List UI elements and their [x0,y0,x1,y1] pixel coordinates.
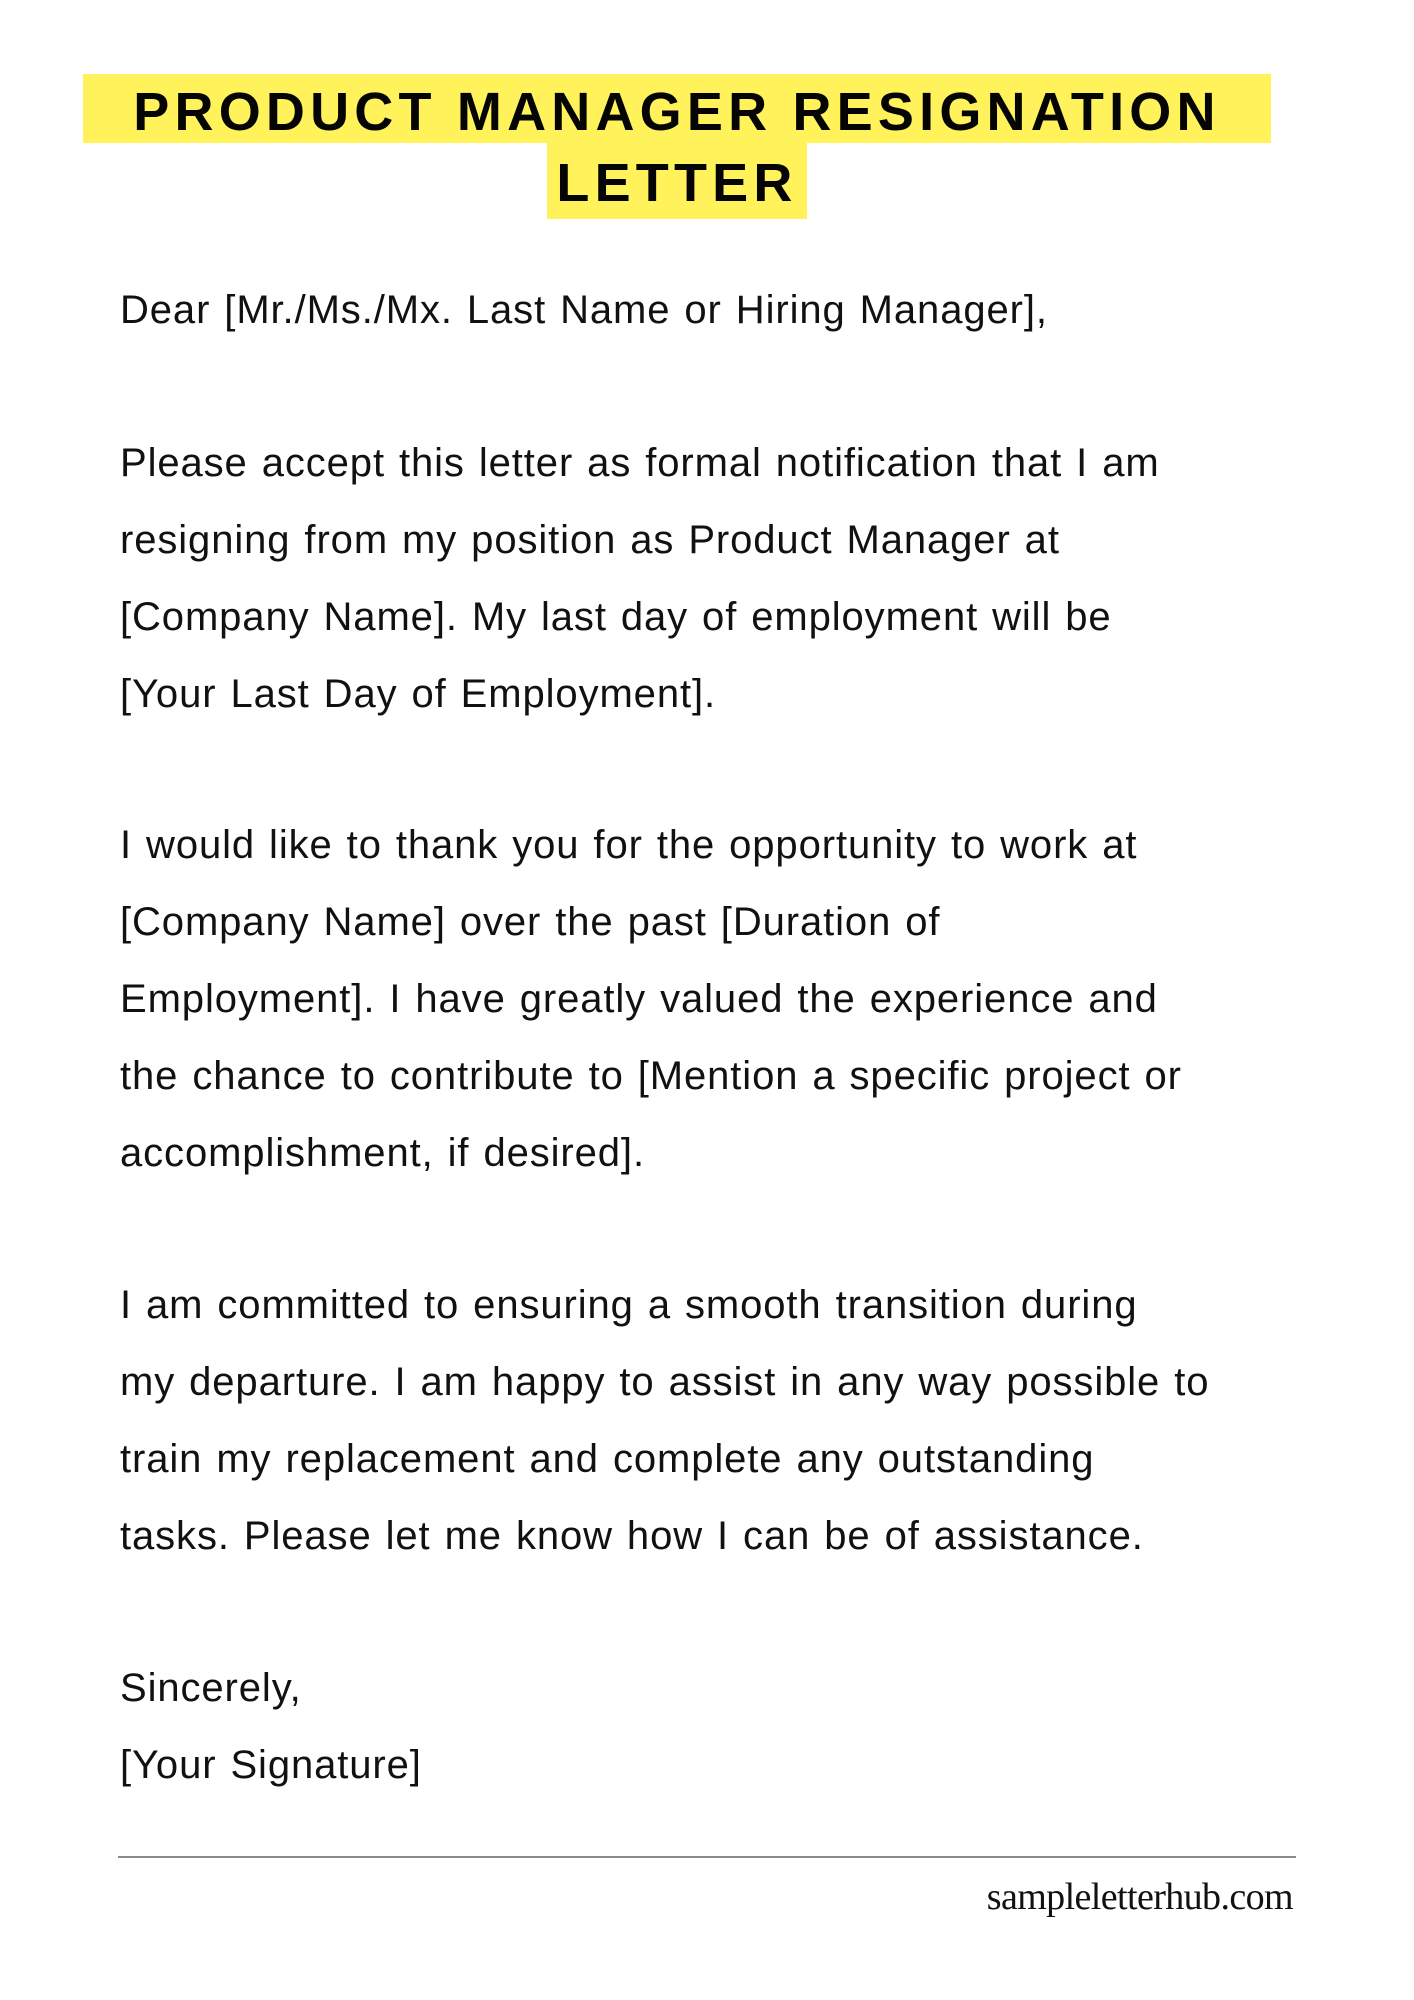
letter-closing [120,1650,1380,1804]
title-highlight-line-2 [547,143,807,219]
paragraph-line: tasks. Please let me know how I can be of assistance. [120,1514,1144,1558]
paragraph-line: the chance to contribute to [Mention a specific project or [120,1054,1182,1098]
title-highlight-line-1 [83,74,1271,143]
letter-paragraph-transition [120,1267,1380,1575]
letter-paragraph-resignation-notice [120,425,1380,733]
letter-greeting [120,272,1380,349]
greeting-text: Dear [Mr./Ms./Mx. Last Name or Hiring Manager], [120,288,1048,332]
paragraph-line: resigning from my position as Product Manager at [120,518,1060,562]
letter-paragraph-gratitude [120,807,1380,1192]
paragraph-line: [Company Name]. My last day of employment will be [120,595,1112,639]
signature-placeholder: [Your Signature] [120,1743,422,1787]
paragraph-line: Please accept this letter as formal notification that I am [120,441,1160,485]
paragraph-line: [Company Name] over the past [Duration of [120,900,941,944]
paragraph-line: I am committed to ensuring a smooth transition during [120,1283,1138,1327]
footer-divider [118,1856,1296,1858]
footer-site-name: sampleletterhub.com [986,1876,1293,1918]
page-title-line-2: LETTER [556,153,798,213]
paragraph-line: my departure. I am happy to assist in any way possible to [120,1360,1210,1404]
paragraph-line: train my replacement and complete any outstanding [120,1437,1095,1481]
paragraph-line: accomplishment, if desired]. [120,1131,645,1175]
closing-text: Sincerely, [120,1666,302,1710]
paragraph-line: [Your Last Day of Employment]. [120,672,717,716]
page-title-line-1: PRODUCT MANAGER RESIGNATION [133,82,1221,142]
paragraph-line: I would like to thank you for the opportunity to work at [120,823,1138,867]
paragraph-line: Employment]. I have greatly valued the experience and [120,977,1158,1021]
